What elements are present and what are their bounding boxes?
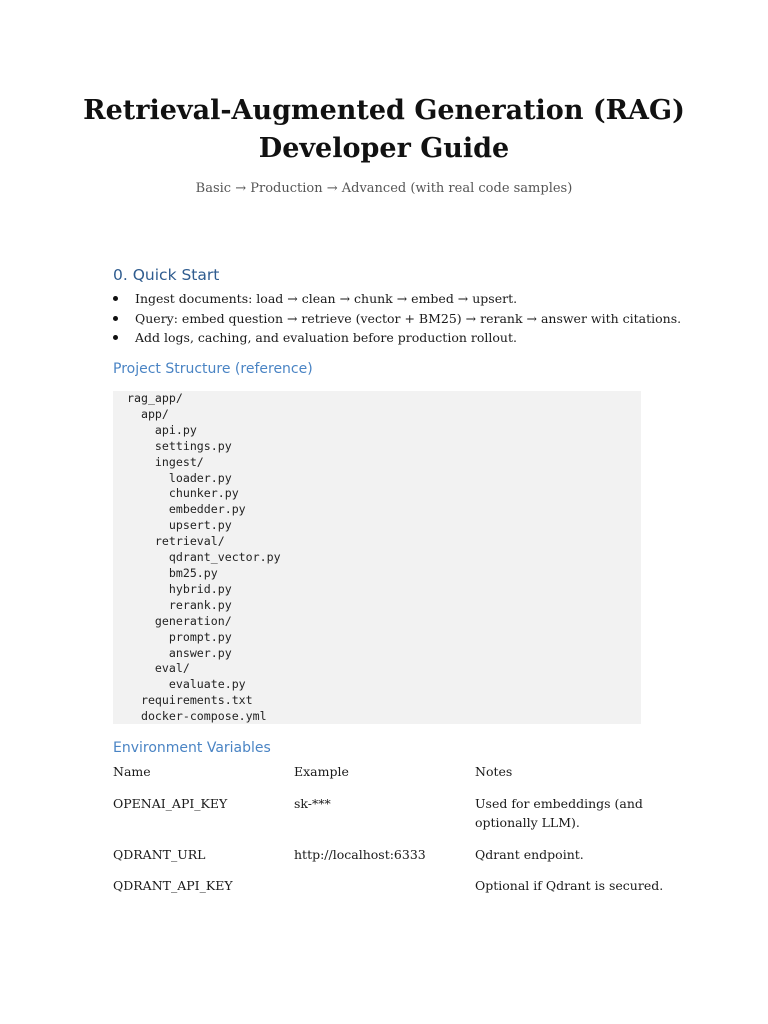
table-row xyxy=(113,794,673,845)
project-structure-code-block xyxy=(113,391,641,724)
env-example-cell xyxy=(294,876,475,908)
list-item: Ingest documents: load → clean → chunk → embed → upsert. xyxy=(113,289,681,309)
document-title-line-1: Retrieval-Augmented Generation (RAG) xyxy=(83,95,685,126)
code-line: evaluate.py xyxy=(127,677,246,692)
code-line: chunker.py xyxy=(127,486,239,501)
code-line: app/ xyxy=(127,406,169,421)
column-header-example: Example xyxy=(294,764,349,779)
env-name-cell: QDRANT_API_KEY xyxy=(113,878,233,893)
env-notes-cell: Qdrant endpoint. xyxy=(475,846,584,862)
env-vars-table xyxy=(113,762,673,908)
code-line: generation/ xyxy=(127,613,232,628)
list-item: Add logs, caching, and evaluation before production rollout. xyxy=(113,328,681,348)
code-line: requirements.txt xyxy=(127,693,253,708)
env-example-cell: http://localhost:6333 xyxy=(294,846,426,862)
code-line: hybrid.py xyxy=(127,581,232,596)
code-line: qdrant_vector.py xyxy=(127,550,281,565)
code-line: retrieval/ xyxy=(127,534,225,549)
code-line: rag_app/ xyxy=(127,391,183,405)
code-line: prompt.py xyxy=(127,629,232,644)
code-line: docker-compose.yml xyxy=(127,709,267,724)
table-row xyxy=(113,876,673,908)
env-name-cell: QDRANT_URL xyxy=(113,846,206,862)
code-line: embedder.py xyxy=(127,502,246,517)
list-item: Query: embed question → retrieve (vector + BM25) → rerank → answer with citations. xyxy=(113,309,681,329)
code-line: api.py xyxy=(127,422,197,437)
code-line: rerank.py xyxy=(127,597,232,612)
table-row xyxy=(113,845,673,877)
code-line: answer.py xyxy=(127,645,232,660)
env-notes-cell: Optional if Qdrant is secured. xyxy=(475,878,664,893)
document-title xyxy=(0,92,768,168)
quick-start-list xyxy=(113,289,681,348)
env-example-cell: sk-*** xyxy=(294,795,331,811)
env-name-cell: OPENAI_API_KEY xyxy=(113,795,228,811)
table-header-row xyxy=(113,762,673,794)
code-line: eval/ xyxy=(127,661,190,676)
env-vars-heading: Environment Variables xyxy=(113,740,271,756)
code-line: bm25.py xyxy=(127,565,218,580)
quick-start-heading: 0. Quick Start xyxy=(113,266,220,284)
code-line: settings.py xyxy=(127,438,232,453)
document-subtitle: Basic → Production → Advanced (with real code samples) xyxy=(195,181,573,196)
env-notes-cell: Used for embeddings (and optionally LLM). xyxy=(475,795,643,830)
code-line: loader.py xyxy=(127,470,232,485)
column-header-name: Name xyxy=(113,764,151,779)
project-structure-heading: Project Structure (reference) xyxy=(113,361,313,377)
column-header-notes: Notes xyxy=(475,764,513,779)
code-line: ingest/ xyxy=(127,454,204,469)
document-title-line-2: Developer Guide xyxy=(258,133,510,164)
code-line: upsert.py xyxy=(127,518,232,533)
